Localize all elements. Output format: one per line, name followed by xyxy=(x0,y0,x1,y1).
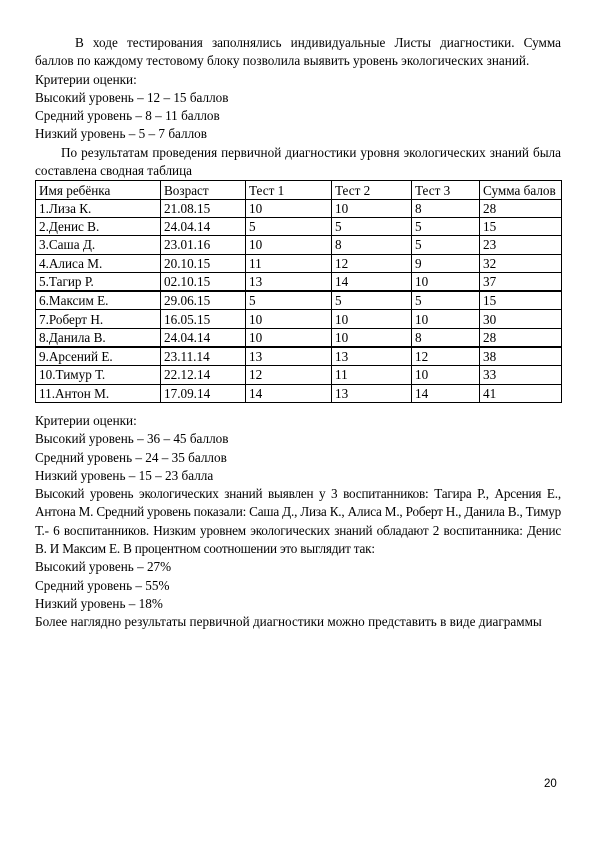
cell-test3: 8 xyxy=(412,199,480,217)
cell-age: 20.10.15 xyxy=(161,254,246,272)
cell-age: 16.05.15 xyxy=(161,310,246,328)
cell-total: 28 xyxy=(480,199,562,217)
cell-total: 30 xyxy=(480,310,562,328)
results-table xyxy=(35,180,562,403)
table-row xyxy=(36,328,562,347)
table-row xyxy=(36,310,562,328)
cell-test1: 10 xyxy=(246,310,332,328)
cell-test1: 5 xyxy=(246,217,332,235)
cell-test1: 13 xyxy=(246,347,332,366)
criteria-mid-2: Средний уровень – 24 – 35 баллов xyxy=(35,449,227,465)
cell-test2: 10 xyxy=(332,199,412,217)
column-header-total: Сумма балов xyxy=(480,181,562,199)
cell-name: 3.Саша Д. xyxy=(36,236,161,254)
cell-test1: 10 xyxy=(246,236,332,254)
cell-test1: 10 xyxy=(246,199,332,217)
intro-paragraph: В ходе тестирования заполнялись индивидуальные Листы диагностики. Сумма баллов по каждому тестовому блоку позволила выявить уровень экологических знаний. xyxy=(35,35,561,69)
cell-age: 24.04.14 xyxy=(161,217,246,235)
cell-name: 4.Алиса М. xyxy=(36,254,161,272)
cell-total: 41 xyxy=(480,384,562,402)
cell-test2: 8 xyxy=(332,236,412,254)
percent-mid: Средний уровень – 55% xyxy=(35,577,170,593)
cell-age: 23.11.14 xyxy=(161,347,246,366)
column-header-test1: Тест 1 xyxy=(246,181,332,199)
cell-age: 23.01.16 xyxy=(161,236,246,254)
cell-name: 1.Лиза К. xyxy=(36,199,161,217)
cell-test1: 12 xyxy=(246,366,332,384)
cell-test1: 10 xyxy=(246,328,332,347)
cell-test2: 5 xyxy=(332,217,412,235)
criteria-low-2: Низкий уровень – 15 – 23 балла xyxy=(35,467,214,483)
table-row xyxy=(36,199,562,217)
cell-test1: 5 xyxy=(246,291,332,310)
column-header-name: Имя ребёнка xyxy=(36,181,161,199)
cell-test3: 9 xyxy=(412,254,480,272)
closing-paragraph: Более наглядно результаты первичной диагностики можно представить в виде диаграммы xyxy=(35,614,542,630)
cell-name: 7.Роберт Н. xyxy=(36,310,161,328)
cell-test2: 10 xyxy=(332,328,412,347)
cell-total: 23 xyxy=(480,236,562,254)
column-header-test3: Тест 3 xyxy=(412,181,480,199)
column-header-test2: Тест 2 xyxy=(332,181,412,199)
cell-test2: 12 xyxy=(332,254,412,272)
cell-name: 9.Арсений Е. xyxy=(36,347,161,366)
cell-total: 32 xyxy=(480,254,562,272)
criteria-heading-2: Критерии оценки: xyxy=(35,412,137,428)
cell-test3: 8 xyxy=(412,328,480,347)
cell-age: 29.06.15 xyxy=(161,291,246,310)
cell-test3: 10 xyxy=(412,366,480,384)
cell-test3: 14 xyxy=(412,384,480,402)
cell-name: 2.Денис В. xyxy=(36,217,161,235)
percent-low: Низкий уровень – 18% xyxy=(35,595,163,611)
summary-intro-paragraph: По результатам проведения первичной диагностики уровня экологических знаний была составлена сводная таблица xyxy=(35,144,561,179)
table-row xyxy=(36,236,562,254)
spacer xyxy=(35,403,561,412)
cell-name: 11.Антон М. xyxy=(36,384,161,402)
cell-total: 15 xyxy=(480,217,562,235)
table-row xyxy=(36,272,562,291)
cell-test3: 5 xyxy=(412,217,480,235)
cell-total: 15 xyxy=(480,291,562,310)
cell-age: 17.09.14 xyxy=(161,384,246,402)
cell-name: 10.Тимур Т. xyxy=(36,366,161,384)
page-number: 20 xyxy=(544,778,557,790)
table-header-row xyxy=(36,181,562,199)
cell-name: 6.Максим Е. xyxy=(36,291,161,310)
cell-test1: 11 xyxy=(246,254,332,272)
cell-test3: 10 xyxy=(412,310,480,328)
criteria-high-2: Высокий уровень – 36 – 45 баллов xyxy=(35,431,229,447)
cell-total: 37 xyxy=(480,272,562,291)
table-row xyxy=(36,217,562,235)
table-row xyxy=(36,347,562,366)
cell-test2: 10 xyxy=(332,310,412,328)
cell-age: 22.12.14 xyxy=(161,366,246,384)
cell-age: 02.10.15 xyxy=(161,272,246,291)
table-row xyxy=(36,291,562,310)
cell-total: 38 xyxy=(480,347,562,366)
criteria-low-1: Низкий уровень – 5 – 7 баллов xyxy=(35,126,207,142)
cell-test1: 14 xyxy=(246,384,332,402)
criteria-high-1: Высокий уровень – 12 – 15 баллов xyxy=(35,89,229,105)
table-row xyxy=(36,254,562,272)
criteria-heading-1: Критерии оценки: xyxy=(35,71,137,87)
cell-test2: 13 xyxy=(332,347,412,366)
cell-test2: 11 xyxy=(332,366,412,384)
table-row xyxy=(36,366,562,384)
table-row xyxy=(36,384,562,402)
document-page xyxy=(35,34,561,632)
cell-test3: 5 xyxy=(412,291,480,310)
cell-age: 24.04.14 xyxy=(161,328,246,347)
cell-total: 33 xyxy=(480,366,562,384)
cell-test2: 13 xyxy=(332,384,412,402)
cell-total: 28 xyxy=(480,328,562,347)
cell-age: 21.08.15 xyxy=(161,199,246,217)
cell-test3: 12 xyxy=(412,347,480,366)
criteria-mid-1: Средний уровень – 8 – 11 баллов xyxy=(35,108,220,124)
cell-test2: 14 xyxy=(332,272,412,291)
cell-test2: 5 xyxy=(332,291,412,310)
cell-name: 5.Тагир Р. xyxy=(36,272,161,291)
percent-high: Высокий уровень – 27% xyxy=(35,559,172,575)
conclusion-paragraph: Высокий уровень экологических знаний выявлен у 3 воспитанников: Тагира Р., Арсения Е., Антона М. Средний уровень показали: Саша Д., Лиза К., Алиса М., Роберт Н., Данила В., Тимур Т.- 6 воспитанников. Низким уровнем экологических знаний обладают 2 воспитанника: Денис В. И Максим Е. В процентном соотношении это выглядит так: xyxy=(35,486,561,557)
cell-test3: 5 xyxy=(412,236,480,254)
cell-name: 8.Данила В. xyxy=(36,328,161,347)
cell-test1: 13 xyxy=(246,272,332,291)
cell-test3: 10 xyxy=(412,272,480,291)
column-header-age: Возраст xyxy=(161,181,246,199)
